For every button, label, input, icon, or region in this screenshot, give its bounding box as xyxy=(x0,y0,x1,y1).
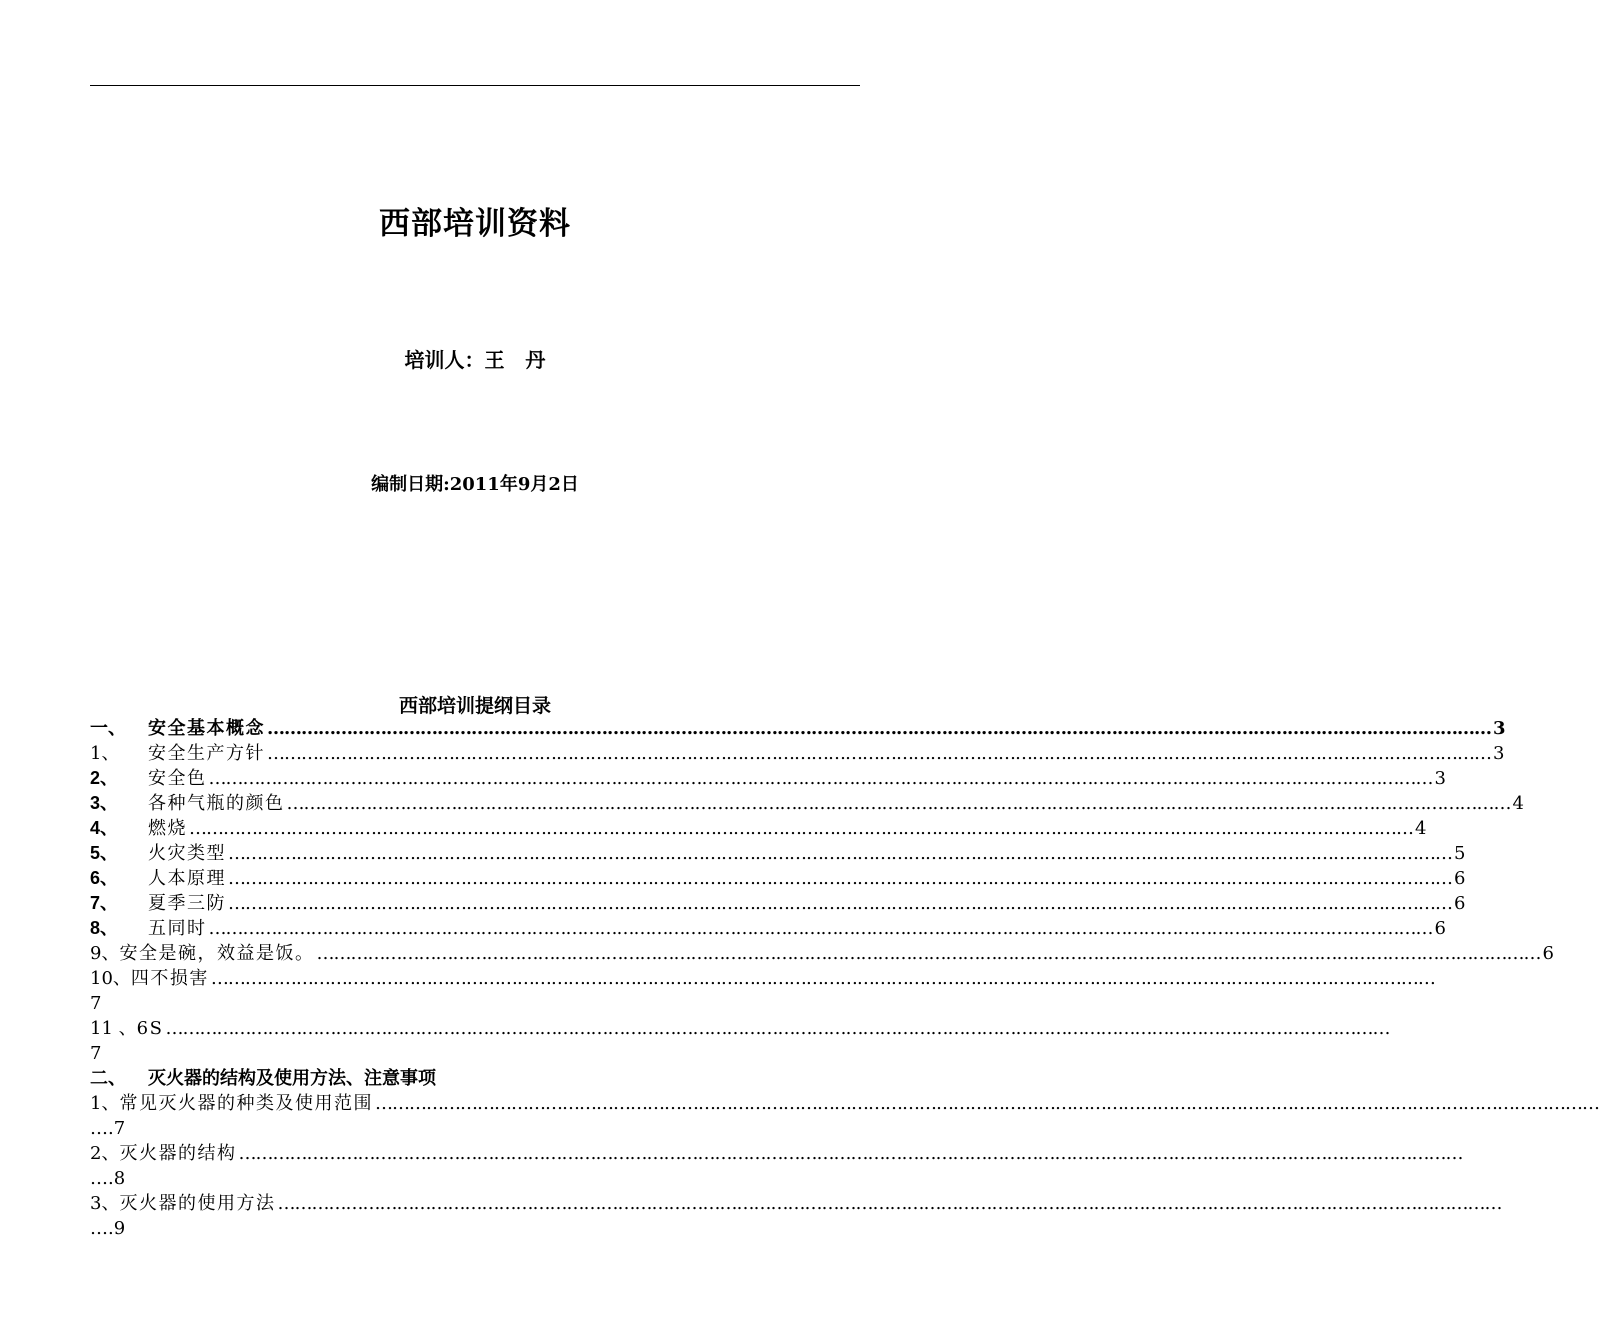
toc-page: 3 xyxy=(1434,768,1446,789)
toc-section-2[interactable] xyxy=(90,1066,860,1091)
toc-leader: ……………………………………………………………………………………………………………………………………………………………………………………………… xyxy=(267,718,1491,739)
toc-leader: ……………………………………………………………………………………………………………………………………………………………………………………………… xyxy=(267,743,1491,764)
toc-item[interactable] xyxy=(90,941,1554,966)
toc-text: 安全基本概念 xyxy=(148,718,265,739)
toc-leader: ……………………………………………………………………………………………………………………………………………………………………………………………… xyxy=(228,843,1452,864)
toc-page: 6 xyxy=(1542,943,1554,964)
toc-number: 5、 xyxy=(90,843,119,863)
compile-date: 编制日期:2011年9月2日 xyxy=(371,474,579,495)
toc-number: 4、 xyxy=(90,818,119,838)
toc-number: 6、 xyxy=(90,868,119,888)
toc-leader: ……………………………………………………………………………………………………………………………………………………………………………………………… xyxy=(316,943,1541,964)
toc-text: 各种气瓶的颜色 xyxy=(148,793,285,814)
toc-leader: ……………………………………………………………………………………………………………………………………………………………………………………………… xyxy=(208,918,1433,939)
toc-leader: ……………………………………………………………………………………………………………………………………………………………………………………………… xyxy=(189,818,1413,839)
toc-leader: ……………………………………………………………………………………………………………………………………………………………………………………………… xyxy=(228,868,1452,889)
toc-number: 9、 xyxy=(90,943,120,964)
toc-item[interactable] xyxy=(90,916,1446,941)
toc-text: 火灾类型 xyxy=(148,843,226,864)
toc-text: 燃烧 xyxy=(148,818,187,839)
toc-item[interactable] xyxy=(90,766,1446,791)
toc-number: 二、 xyxy=(90,1068,126,1089)
toc-item[interactable] xyxy=(90,791,1524,816)
toc-item[interactable] xyxy=(90,816,1427,841)
toc-number: 7、 xyxy=(90,893,119,913)
toc-number: 3、 xyxy=(90,1193,120,1214)
toc-item[interactable] xyxy=(90,741,1505,766)
toc-leader: ……………………………………………………………………………………………………………………………………………………………………………………………… xyxy=(208,768,1433,789)
toc-page: ….9 xyxy=(90,1218,126,1239)
toc-page: 6 xyxy=(1454,868,1466,889)
toc-number: 1、 xyxy=(90,743,120,764)
toc-page: 7 xyxy=(90,1043,102,1064)
toc-text: 6S xyxy=(136,1018,164,1039)
toc-item[interactable] xyxy=(90,1141,1463,1166)
toc-page: 4 xyxy=(1512,793,1524,814)
toc-page: ….7 xyxy=(90,1118,126,1139)
toc-text: 常见灭火器的种类及使用范围 xyxy=(119,1093,373,1114)
toc-text: 安全色 xyxy=(148,768,207,789)
toc-text: 夏季三防 xyxy=(148,893,226,914)
toc-item[interactable] xyxy=(90,891,1466,916)
toc-leader: ……………………………………………………………………………………………………………………………………………………………………………………………… xyxy=(238,1143,1463,1164)
toc-leader: ……………………………………………………………………………………………………………………………………………………………………………………………… xyxy=(277,1193,1502,1214)
toc-page: 6 xyxy=(1434,918,1446,939)
toc-text: 四不损害 xyxy=(130,968,209,989)
toc-text: 灭火器的结构 xyxy=(119,1143,237,1164)
toc-page: 3 xyxy=(1493,718,1506,739)
toc-number: 一、 xyxy=(90,718,126,739)
trainer-line: 培训人：王 丹 xyxy=(404,348,546,372)
toc-text: 灭火器的使用方法 xyxy=(119,1193,276,1214)
document-title: 西部培训资料 xyxy=(379,206,571,242)
toc-text: 安全是碗，效益是饭。 xyxy=(119,943,315,964)
header-rule xyxy=(90,85,860,86)
toc-item[interactable] xyxy=(90,1191,1502,1216)
toc-page: 3 xyxy=(1493,743,1505,764)
toc-text: 灭火器的结构及使用方法、注意事项 xyxy=(148,1068,436,1089)
toc-item[interactable] xyxy=(90,866,1466,891)
toc-number: 1、 xyxy=(90,1093,120,1114)
toc-item[interactable] xyxy=(90,841,1466,866)
toc-leader: ……………………………………………………………………………………………………………………………………………………………………………………………… xyxy=(286,793,1511,814)
toc-number: 2、 xyxy=(90,768,119,788)
toc-text: 五同时 xyxy=(148,918,207,939)
toc-section-1[interactable] xyxy=(90,716,1506,741)
toc-text: 安全生产方针 xyxy=(148,743,265,764)
toc-title: 西部培训提纲目录 xyxy=(398,695,551,717)
toc-text: 人本原理 xyxy=(148,868,226,889)
toc-number: 3、 xyxy=(90,793,119,813)
toc-number: 8、 xyxy=(90,918,119,938)
toc-page: 7 xyxy=(90,993,102,1014)
toc-number: 2、 xyxy=(90,1143,120,1164)
toc-page: 4 xyxy=(1415,818,1427,839)
table-of-contents xyxy=(90,716,1599,1241)
toc-leader: ……………………………………………………………………………………………………………………………………………………………………………………………… xyxy=(228,893,1452,914)
toc-item[interactable] xyxy=(90,1091,1599,1116)
toc-page: ….8 xyxy=(90,1168,126,1189)
toc-number: 11 、 xyxy=(90,1018,137,1039)
toc-page: 6 xyxy=(1454,893,1466,914)
toc-item[interactable] xyxy=(90,966,1435,991)
toc-item[interactable] xyxy=(90,1016,1390,1041)
toc-page: 5 xyxy=(1454,843,1466,864)
toc-leader: ……………………………………………………………………………………………………………………………………………………………………………………………… xyxy=(374,1093,1599,1114)
toc-leader: ……………………………………………………………………………………………………………………………………………………………………………………………… xyxy=(165,1018,1390,1039)
toc-leader: ……………………………………………………………………………………………………………………………………………………………………………………………… xyxy=(210,968,1435,989)
toc-number: 10、 xyxy=(90,968,131,989)
